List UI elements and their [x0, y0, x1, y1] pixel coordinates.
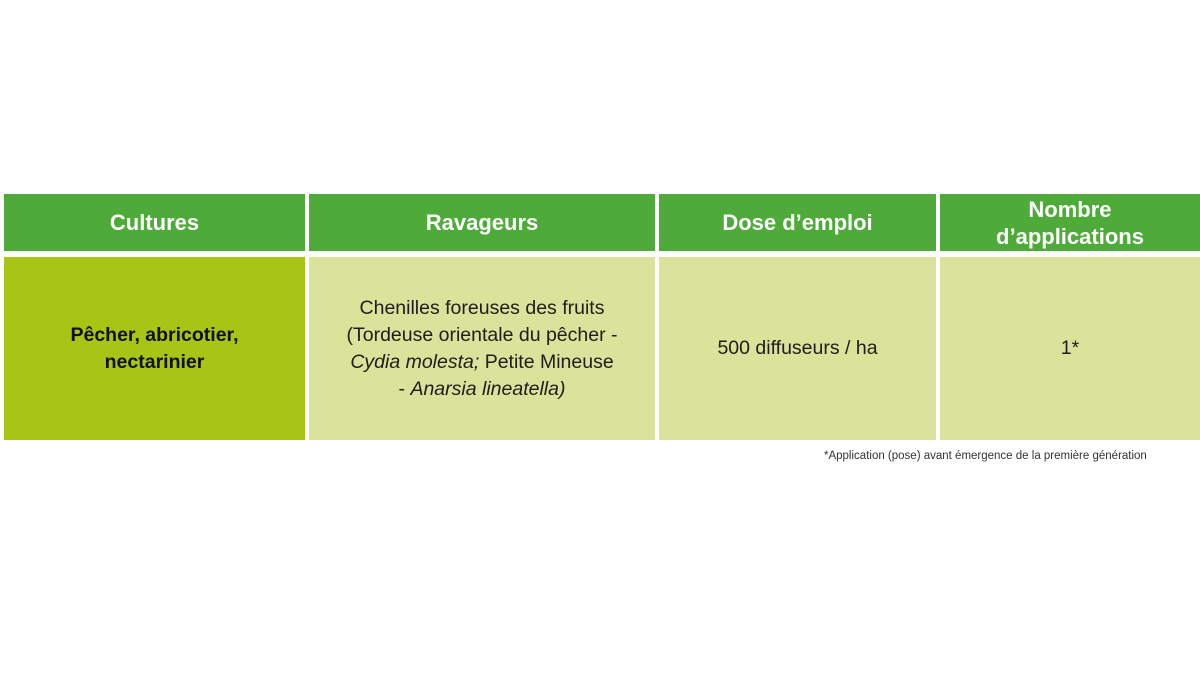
crops-value: Pêcher, abricotier, nectarinier [70, 323, 239, 373]
pests-species-anarsia: Anarsia lineatella) [410, 377, 566, 400]
footnote: *Application (pose) avant émergence de la première génération [824, 450, 1147, 462]
pests-species-cydia: Cydia molesta; [350, 350, 480, 373]
cell-applications [940, 257, 1200, 440]
header-pests-label: Ravageurs [425, 210, 539, 235]
header-applications [940, 194, 1200, 251]
usage-table [4, 194, 1200, 440]
cell-pests [309, 257, 655, 440]
pests-line-3-rest: Petite Mineuse [479, 350, 614, 373]
header-applications-line2: d’applications [996, 223, 1144, 249]
cell-dose [659, 257, 936, 440]
cell-crops [4, 257, 305, 440]
applications-value: 1* [1060, 337, 1080, 359]
header-applications-label [996, 196, 1144, 250]
header-crops [4, 194, 305, 251]
header-crops-label: Cultures [109, 210, 200, 235]
pests-line-1: Chenilles foreuses des fruits [359, 296, 605, 319]
pests-line-4 [347, 376, 618, 403]
pests-line-2: (Tordeuse orientale du pêcher - [346, 323, 618, 346]
header-dose-label: Dose d’emploi [722, 210, 873, 235]
pests-line-3 [347, 349, 618, 376]
header-dose [659, 194, 936, 251]
header-pests [309, 194, 655, 251]
dose-value: 500 diffuseurs / ha [717, 337, 878, 359]
pests-value [347, 295, 618, 403]
header-applications-line1: Nombre [1028, 196, 1112, 222]
pests-line-4-prefix: - [398, 377, 411, 400]
